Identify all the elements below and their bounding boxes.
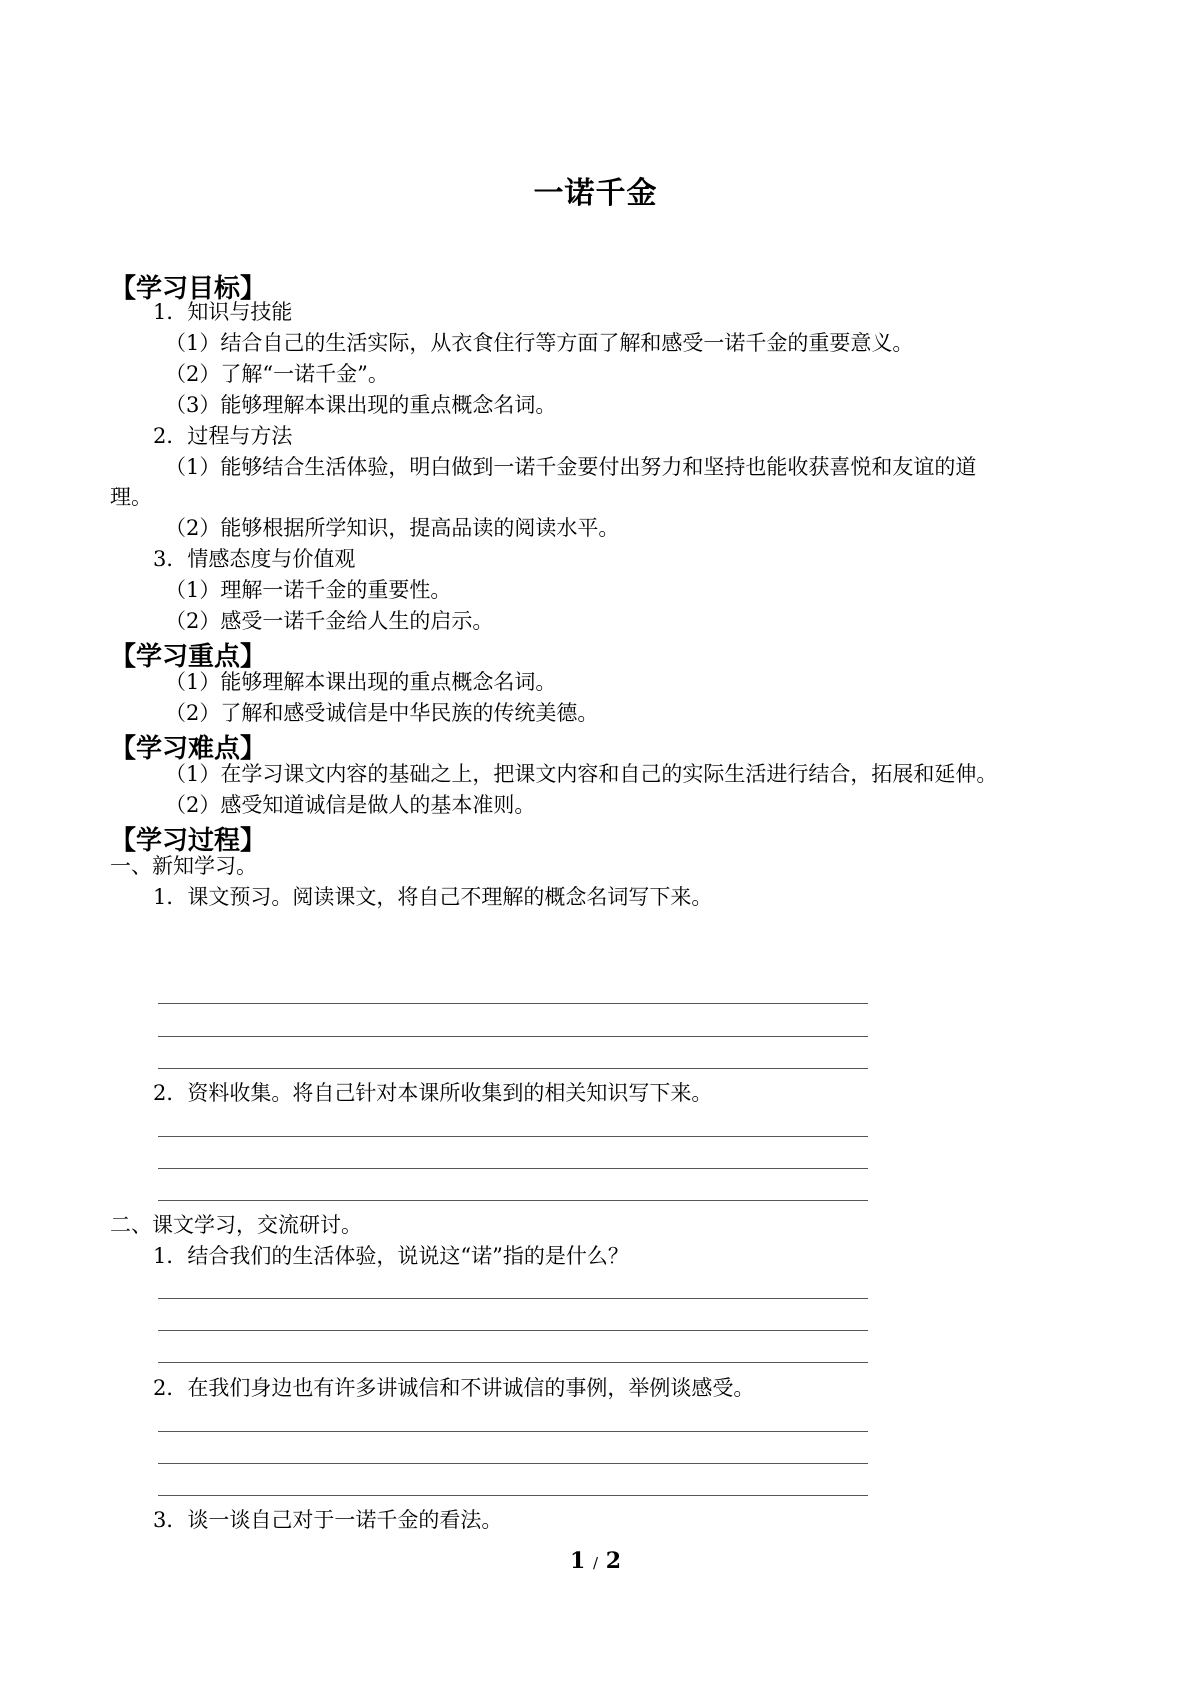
- process-part-2: 二、课文学习，交流研讨。: [110, 1213, 362, 1237]
- answer-line[interactable]: [158, 1298, 868, 1299]
- page-number: [0, 1548, 1191, 1574]
- process-1-question-1: 1．课文预习。阅读课文，将自己不理解的概念名词写下来。: [153, 885, 713, 909]
- goal-3-item-1: （1）理解一诺千金的重要性。: [165, 578, 452, 602]
- goal-3-item-2: （2）感受一诺千金给人生的启示。: [165, 609, 494, 633]
- page-total: 2: [605, 1548, 622, 1574]
- answer-line[interactable]: [158, 1463, 868, 1464]
- answer-line[interactable]: [158, 1431, 868, 1432]
- section-heading-process: 【学习过程】: [110, 826, 267, 856]
- answer-line[interactable]: [158, 1003, 868, 1004]
- process-2-question-2: 2．在我们身边也有许多讲诚信和不讲诚信的事例，举例谈感受。: [153, 1376, 755, 1400]
- key-item-1: （1）能够理解本课出现的重点概念名词。: [165, 670, 557, 694]
- section-heading-difficult: 【学习难点】: [110, 734, 267, 764]
- goal-1-item-2: （2）了解“一诺千金”。: [165, 362, 389, 386]
- goal-1-item-3: （3）能够理解本课出现的重点概念名词。: [165, 393, 557, 417]
- answer-line[interactable]: [158, 1362, 868, 1363]
- process-1-question-2: 2．资料收集。将自己针对本课所收集到的相关知识写下来。: [153, 1081, 713, 1105]
- process-2-question-1: 1．结合我们的生活体验，说说这“诺”指的是什么？: [153, 1244, 629, 1268]
- page-title: 一诺千金: [533, 176, 658, 211]
- answer-line[interactable]: [158, 1168, 868, 1169]
- answer-line[interactable]: [158, 1330, 868, 1331]
- process-2-question-3: 3．谈一谈自己对于一诺千金的看法。: [153, 1508, 503, 1532]
- goal-3-heading: 3．情感态度与价值观: [153, 547, 356, 571]
- goal-2-item-1-continued: 理。: [110, 485, 152, 509]
- goal-2-heading: 2．过程与方法: [153, 424, 293, 448]
- answer-line[interactable]: [158, 1036, 868, 1037]
- answer-line[interactable]: [158, 1068, 868, 1069]
- goal-2-item-2: （2）能够根据所学知识，提高品读的阅读水平。: [165, 516, 620, 540]
- goal-1-item-1: （1）结合自己的生活实际，从衣食住行等方面了解和感受一诺千金的重要意义。: [165, 331, 914, 355]
- answer-line[interactable]: [158, 1136, 868, 1137]
- difficult-item-1: （1）在学习课文内容的基础之上，把课文内容和自己的实际生活进行结合，拓展和延伸。: [165, 762, 998, 786]
- answer-line[interactable]: [158, 1200, 868, 1201]
- section-heading-goals: 【学习目标】: [110, 274, 267, 304]
- section-heading-key: 【学习重点】: [110, 642, 267, 672]
- key-item-2: （2）了解和感受诚信是中华民族的传统美德。: [165, 701, 599, 725]
- goal-1-heading: 1．知识与技能: [153, 300, 293, 324]
- answer-line[interactable]: [158, 1495, 868, 1496]
- page-separator: /: [592, 1554, 599, 1572]
- goal-2-item-1: （1）能够结合生活体验，明白做到一诺千金要付出努力和坚持也能收获喜悦和友谊的道: [165, 455, 977, 479]
- process-part-1: 一、新知学习。: [110, 854, 257, 878]
- page-current: 1: [569, 1548, 586, 1574]
- difficult-item-2: （2）感受知道诚信是做人的基本准则。: [165, 793, 536, 817]
